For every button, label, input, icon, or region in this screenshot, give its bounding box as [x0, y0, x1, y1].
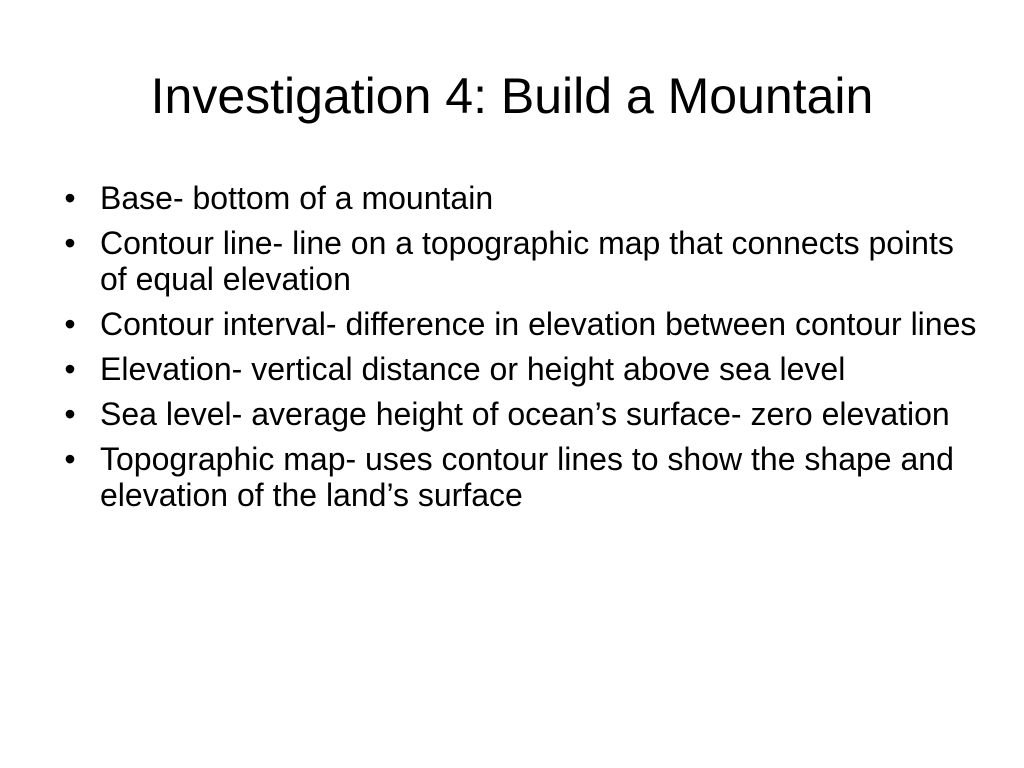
bullet-icon: •: [64, 441, 76, 477]
bullet-item-elevation: [60, 351, 980, 387]
bullet-item-contour-line: [60, 225, 980, 297]
bullet-text: Topographic map- uses contour lines to show the shape and elevation of the land’s surface: [100, 441, 954, 513]
bullet-icon: •: [64, 225, 76, 261]
bullet-icon: •: [64, 306, 76, 342]
bullet-list: [60, 180, 980, 522]
bullet-text: Contour line- line on a topographic map that connects points of equal elevation: [100, 225, 954, 297]
bullet-text: Base- bottom of a mountain: [100, 180, 494, 216]
bullet-text: Sea level- average height of ocean’s surface- zero elevation: [100, 396, 950, 432]
bullet-icon: •: [64, 396, 76, 432]
bullet-text: Contour interval- difference in elevation between contour lines: [100, 306, 977, 342]
bullet-item-contour-interval: [60, 306, 980, 342]
bullet-item-base: [60, 180, 980, 216]
bullet-item-topographic-map: [60, 441, 980, 513]
bullet-icon: •: [64, 180, 76, 216]
slide-title: Investigation 4: Build a Mountain: [150, 68, 874, 124]
bullet-item-sea-level: [60, 396, 980, 432]
bullet-icon: •: [64, 351, 76, 387]
bullet-text: Elevation- vertical distance or height above sea level: [100, 351, 846, 387]
